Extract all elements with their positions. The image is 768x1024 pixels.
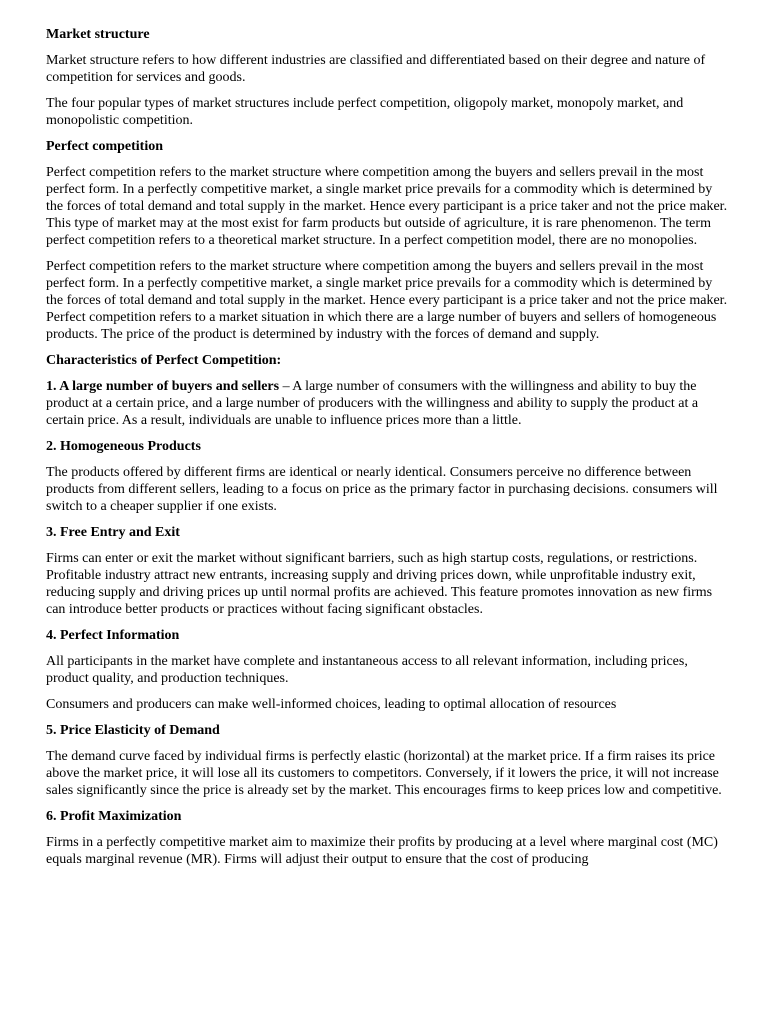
heading-market-structure: Market structure xyxy=(46,27,150,42)
characteristic-1-text: – A large number of consumers with the willingness and ability to buy the product at a certain price, and a large number of producers with the willingness and ability to supply the product at a certain price. As a result, individuals are unable to influence prices more than a little. xyxy=(46,379,699,428)
paragraph-price-elasticity: The demand curve faced by individual firms is perfectly elastic (horizontal) at the market price. If a firm raises its price above the market price, it will lose all its customers to competitors. Conversely, if it lowers the price, it will not increase sales significantly since the price is already set by the market. This encourages firms to keep prices low and competitive. xyxy=(46,749,722,798)
characteristic-1 xyxy=(46,378,728,429)
heading-characteristics: Characteristics of Perfect Competition: xyxy=(46,353,282,368)
paragraph-four-types: The four popular types of market structures include perfect competition, oligopoly market, monopoly market, and monopolistic competition. xyxy=(46,96,684,128)
paragraph-perfect-competition-1: Perfect competition refers to the market structure where competition among the buyers and sellers prevail in the most perfect form. In a perfectly competitive market, a single market price prevails for a commodity which is determined by the forces of total demand and total supply in the market. Hence every participant is a price taker and not the price maker. This type of market may at the most exist for farm products but outside of agriculture, it is rare phenomenon. The term perfect competition refers to a theoretical market structure. In a perfect competition model, there are no monopolies. xyxy=(46,165,728,248)
paragraph-homogeneous-products: The products offered by different firms are identical or nearly identical. Consumers perceive no difference between products from different sellers, leading to a focus on price as the primary factor in purchasing decisions. consumers will switch to a cheaper supplier if one exists. xyxy=(46,465,718,514)
paragraph-market-structure-definition: Market structure refers to how different industries are classified and differentiated based on their degree and nature of competition for services and goods. xyxy=(46,53,706,85)
characteristic-1-title: 1. A large number of buyers and sellers xyxy=(46,379,280,394)
paragraph-profit-maximization: Firms in a perfectly competitive market aim to maximize their profits by producing at a level where marginal cost (MC) equals marginal revenue (MR). Firms will adjust their output to ensure that the cost of producing xyxy=(46,835,718,867)
heading-price-elasticity: 5. Price Elasticity of Demand xyxy=(46,723,220,738)
paragraph-perfect-information-2: Consumers and producers can make well-informed choices, leading to optimal allocation of resources xyxy=(46,697,617,712)
heading-perfect-competition: Perfect competition xyxy=(46,139,163,154)
heading-homogeneous-products: 2. Homogeneous Products xyxy=(46,439,201,454)
heading-free-entry-exit: 3. Free Entry and Exit xyxy=(46,525,180,540)
paragraph-perfect-information-1: All participants in the market have complete and instantaneous access to all relevant information, including prices, product quality, and production techniques. xyxy=(46,654,688,686)
heading-profit-maximization: 6. Profit Maximization xyxy=(46,809,182,824)
paragraph-perfect-competition-2: Perfect competition refers to the market structure where competition among the buyers and sellers prevail in the most perfect form. In a perfectly competitive market, a single market price prevails for a commodity which is determined by the forces of total demand and total supply in the market. Hence every participant is a price taker and not the price maker. Perfect competition refers to a market situation in which there are a large number of buyers and sellers of homogeneous products. The price of the product is determined by industry with the forces of demand and supply. xyxy=(46,259,728,342)
heading-perfect-information: 4. Perfect Information xyxy=(46,628,180,643)
paragraph-free-entry-exit: Firms can enter or exit the market without significant barriers, such as high startup costs, regulations, or restrictions. Profitable industry attract new entrants, increasing supply and driving prices down, while unprofitable industry exit, reducing supply and driving prices up until normal profits are achieved. This feature promotes innovation as new firms can introduce better products or practices without facing significant obstacles. xyxy=(46,551,713,617)
